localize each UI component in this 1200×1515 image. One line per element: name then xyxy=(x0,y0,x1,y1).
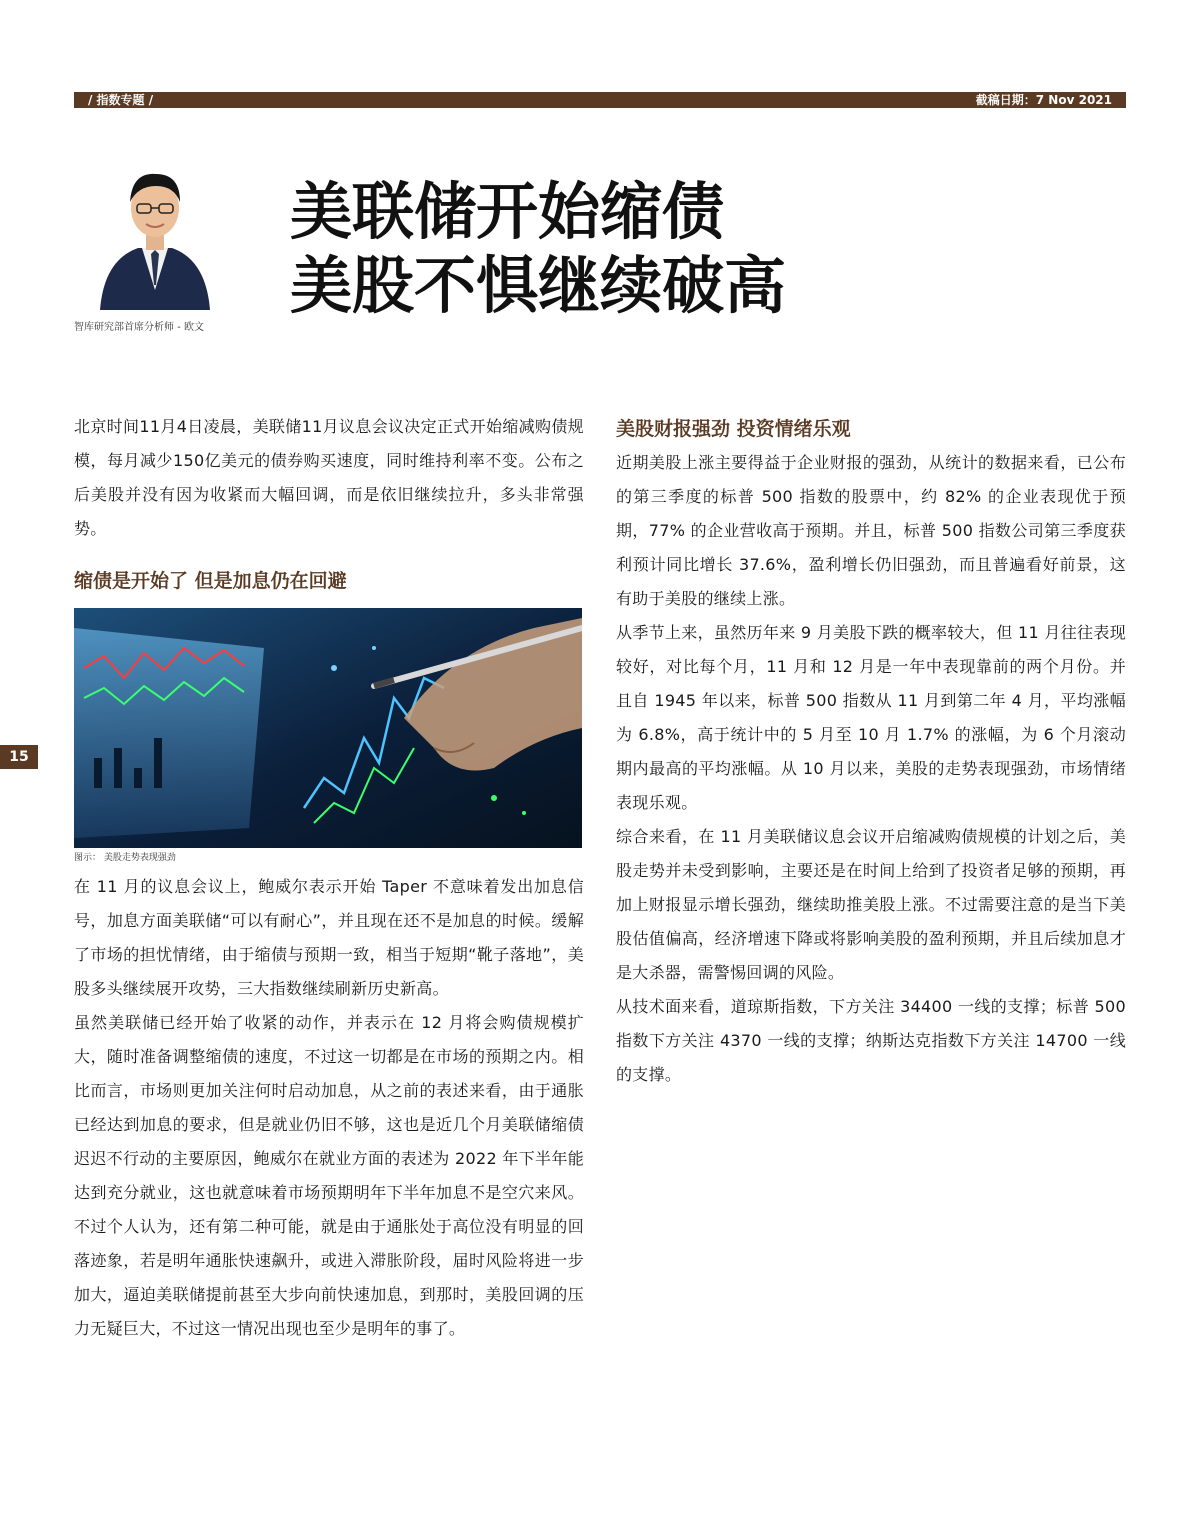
left-column xyxy=(74,410,584,1346)
right-paragraph-2: 从季节上来，虽然历年来 9 月美股下跌的概率较大，但 11 月往往表现较好，对比每个月，11 月和 12 月是一年中表现靠前的两个月份。并且自 1945 年以来，标普 500 指数从 11 月到第二年 4 月，平均涨幅为 6.8%，高于统计中的 5 月至 10 月 1.7% 的涨幅，为 6 个月滚动期内最高的平均涨幅。从 10 月以来，美股的走势表现强劲，市场情绪表现乐观。 xyxy=(616,623,1126,812)
intro-paragraph: 北京时间11月4日凌晨，美联储11月议息会议决定正式开始缩减购债规模，每月减少150亿美元的债券购买速度，同时维持利率不变。公布之后美股并没有因为收紧而大幅回调，而是依旧继续拉升，多头非常强势。 xyxy=(74,417,584,538)
title-line-1: 美联储开始缩债 xyxy=(290,175,725,248)
left-paragraph-2: 虽然美联储已经开始了收紧的动作，并表示在 12 月将会购债规模扩大，随时准备调整缩债的速度，不过这一切都是在市场的预期之内。相比而言，市场则更加关注何时启动加息，从之前的表述来看，由于通胀已经达到加息的要求，但是就业仍旧不够，这也是近几个月美联储缩债迟迟不行动的主要原因，鲍威尔在就业方面的表述为 2022 年下半年能达到充分就业，这也就意味着市场预期明年下半年加息不是空穴来风。不过个人认为，还有第二种可能，就是由于通胀处于高位没有明显的回落迹象，若是明年通胀快速飙升，或进入滞胀阶段，届时风险将进一步加大，逼迫美联储提前甚至大步向前快速加息，到那时，美股回调的压力无疑巨大，不过这一情况出现也至少是明年的事了。 xyxy=(74,1013,584,1338)
author-caption: 智库研究部首席分析师 - 欧文 xyxy=(74,322,204,333)
right-column xyxy=(616,410,1126,1092)
section-label: / 指数专题 / xyxy=(88,93,154,107)
deadline-date: 截稿日期：7 Nov 2021 xyxy=(975,93,1112,107)
right-paragraph-3: 综合来看，在 11 月美联储议息会议开启缩减购债规模的计划之后，美股走势并未受到影响，主要还是在时间上给到了投资者足够的预期，再加上财报显示增长强劲，继续助推美股上涨。不过需要注意的是当下美股估值偏高，经济增速下降或将影响美股的盈利预期，并且后续加息才是大杀器，需警惕回调的风险。 xyxy=(616,827,1126,982)
right-paragraph-1: 近期美股上涨主要得益于企业财报的强劲，从统计的数据来看，已公布的第三季度的标普 500 指数的股票中，约 82% 的企业表现优于预期，77% 的企业营收高于预期。并且，标普 500 指数公司第三季度获利预计同比增长 37.6%，盈利增长仍旧强劲，而且普遍看好前景，这有助于美股的继续上涨。 xyxy=(616,453,1126,608)
header-bar xyxy=(74,92,1126,108)
author-photo xyxy=(90,150,220,310)
title-line-2: 美股不惧继续破高 xyxy=(290,249,787,322)
page-title xyxy=(290,175,786,323)
figure-caption: 图示： 美股走势表现强劲 xyxy=(74,853,176,863)
section-heading-right: 美股财报强劲 投资情绪乐观 xyxy=(616,418,851,440)
section-heading-left: 缩债是开始了 但是加息仍在回避 xyxy=(74,570,347,592)
right-paragraph-4: 从技术面来看，道琼斯指数，下方关注 34400 一线的支撑；标普 500 指数下方关注 4370 一线的支撑；纳斯达克指数下方关注 14700 一线的支撑。 xyxy=(616,997,1126,1084)
stock-chart-photo xyxy=(74,608,582,848)
left-paragraph-1: 在 11 月的议息会议上，鲍威尔表示开始 Taper 不意味着发出加息信号，加息方面美联储“可以有耐心”，并且现在还不是加息的时候。缓解了市场的担忧情绪，由于缩债与预期一致，相当于短期“靴子落地”，美股多头继续展开攻势，三大指数继续刷新历史新高。 xyxy=(74,877,584,998)
page-number: 15 xyxy=(0,745,38,769)
